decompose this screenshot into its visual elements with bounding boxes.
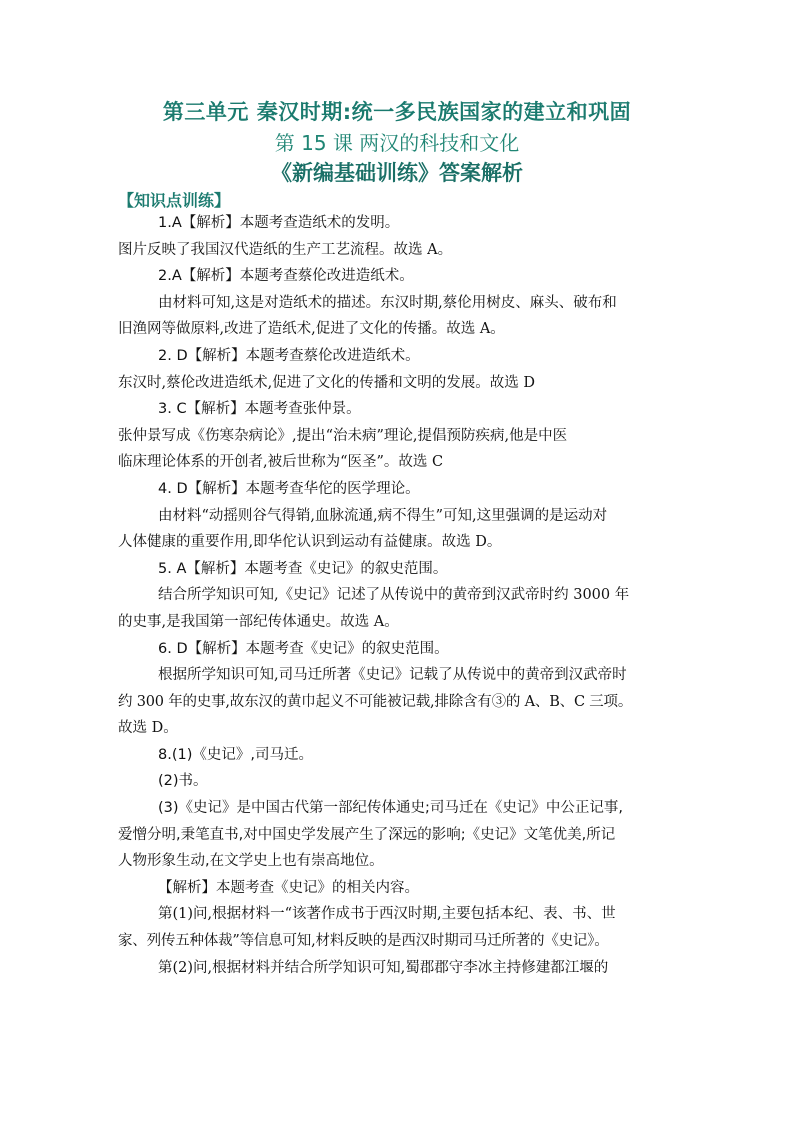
answer-line: 结合所学知识可知,《史记》记述了从传说中的黄帝到汉武帝时约 3000 年 <box>158 587 630 604</box>
answer-line: 故选 D。 <box>118 720 178 737</box>
answer-line: 6. D【解析】本题考查《史记》的叙史范围。 <box>158 640 449 657</box>
answer-line: 第(1)问,根据材料一“该著作成书于西汉时期,主要包括本纪、表、书、世 <box>158 906 616 923</box>
answer-line: 图片反映了我国汉代造纸的生产工艺流程。故选 A。 <box>118 241 453 258</box>
answer-line: 3. C【解析】本题考查张仲景。 <box>158 401 361 418</box>
lesson-title: 第 15 课 两汉的科技和文化 <box>274 131 520 155</box>
answer-line: 临床理论体系的开创者,被后世称为“医圣”。故选 C <box>118 454 444 471</box>
answer-body <box>118 210 678 981</box>
answer-line: (2)书。 <box>158 773 208 790</box>
section-heading: 【知识点训练】 <box>118 191 231 210</box>
answer-line: 由材料可知,这是对造纸术的描述。东汉时期,蔡伦用树皮、麻头、破布和 <box>158 294 617 311</box>
answer-line: 4. D【解析】本题考查华佗的医学理论。 <box>158 480 420 497</box>
answer-line: 的史事,是我国第一部纪传体通史。故选 A。 <box>118 613 399 630</box>
answer-line: 人体健康的重要作用,即华佗认识到运动有益健康。故选 D。 <box>118 534 502 551</box>
answer-line: 东汉时,蔡伦改进造纸术,促进了文化的传播和文明的发展。故选 D <box>118 374 535 391</box>
answer-line: 1.A【解析】本题考查造纸术的发明。 <box>158 215 400 231</box>
answer-line: 爱憎分明,秉笔直书,对中国史学发展产生了深远的影响;《史记》文笔优美,所记 <box>118 826 616 843</box>
answer-line: 人物形象生动,在文学史上也有崇高地位。 <box>118 853 384 870</box>
answer-line: 根据所学知识可知,司马迁所著《史记》记载了从传说中的黄帝到汉武帝时 <box>158 667 627 684</box>
answer-line: 2. D【解析】本题考查蔡伦改进造纸术。 <box>158 347 420 364</box>
document-title: 《新编基础训练》答案解析 <box>271 161 523 185</box>
answer-line: 第(2)问,根据材料并结合所学知识可知,蜀郡郡守李冰主持修建都江堰的 <box>158 959 609 976</box>
answer-line: 8.(1)《史记》,司马迁。 <box>158 746 313 763</box>
answer-line: 张仲景写成《伤寒杂病论》,提出“治未病”理论,提倡预防疾病,他是中医 <box>118 427 568 444</box>
answer-line: 约 300 年的史事,故东汉的黄巾起义不可能被记载,排除含有③的 A、B、C 三项。 <box>118 693 633 710</box>
answer-line: 【解析】本题考查《史记》的相关内容。 <box>158 879 419 896</box>
answer-line: (3)《史记》是中国古代第一部纪传体通史;司马迁在《史记》中公正记事, <box>158 800 624 817</box>
answer-line: 家、列传五种体裁”等信息可知,材料反映的是西汉时期司马迁所著的《史记》。 <box>118 933 609 950</box>
answer-line: 旧渔网等做原料,改进了造纸术,促进了文化的传播。故选 A。 <box>118 321 505 338</box>
answer-line: 由材料“动摇则谷气得销,血脉流通,病不得生”可知,这里强调的是运动对 <box>158 507 608 524</box>
answer-line: 2.A【解析】本题考查蔡伦改进造纸术。 <box>158 268 414 285</box>
answer-line: 5. A【解析】本题考查《史记》的叙史范围。 <box>158 560 448 577</box>
unit-title: 第三单元 秦汉时期:统一多民族国家的建立和巩固 <box>162 100 632 124</box>
